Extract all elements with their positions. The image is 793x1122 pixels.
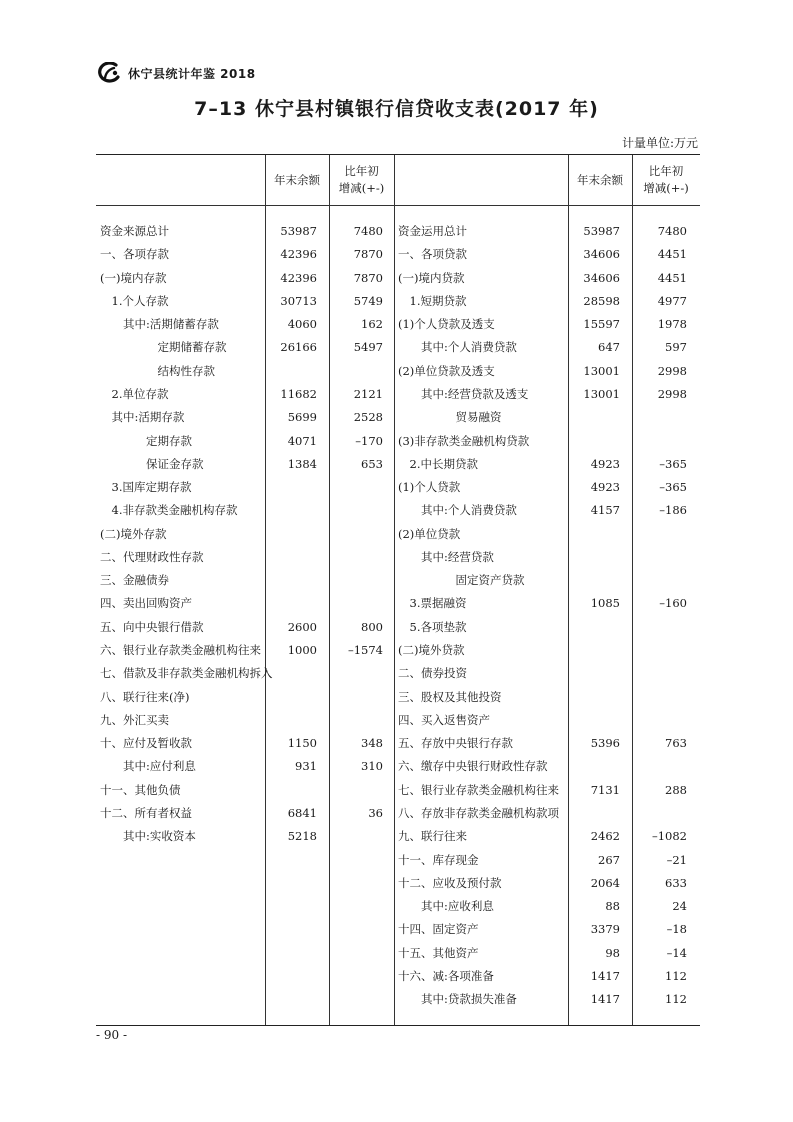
right-item-label: 十五、其他资产 [398, 945, 479, 960]
right-item-label: 其中:应收利息 [421, 899, 494, 914]
right-change-value: –186 [659, 503, 687, 518]
table-row [96, 476, 700, 499]
table-row [96, 965, 700, 988]
right-change-value: –18 [666, 922, 687, 937]
right-year-end-balance: 13001 [583, 386, 620, 401]
right-year-end-balance: 5396 [590, 736, 620, 751]
right-item-label: 九、联行往来 [398, 829, 467, 844]
left-change-value: 7480 [353, 224, 383, 238]
left-item-label: 五、向中央银行借款 [100, 619, 204, 634]
table-row [96, 639, 700, 662]
right-item-label: 十一、库存现金 [398, 852, 479, 867]
right-change-value: –365 [659, 480, 687, 495]
left-change-value: 2121 [353, 386, 383, 401]
right-change-value: 7480 [657, 224, 687, 238]
table-row [96, 453, 700, 476]
table-row [96, 918, 700, 941]
table-row [96, 592, 700, 615]
right-item-label: 八、存放非存款类金融机构款项 [398, 806, 559, 820]
right-year-end-balance: 647 [598, 340, 620, 355]
right-item-label: 其中:经营贷款 [421, 549, 494, 564]
left-change-value: 653 [361, 456, 383, 471]
left-item-label: (二)境外存款 [100, 526, 167, 541]
right-year-end-balance: 7131 [590, 782, 620, 797]
right-year-end-balance: 34606 [583, 270, 620, 285]
right-item-label: (2)单位贷款 [398, 526, 461, 541]
left-year-end-balance: 26166 [280, 340, 317, 355]
left-change-value: 5749 [353, 293, 383, 308]
table-row [96, 360, 700, 383]
right-item-label: 三、股权及其他投资 [398, 689, 502, 704]
left-year-end-balance: 42396 [280, 270, 317, 285]
left-item-label: 七、借款及非存款类金融机构拆入 [100, 666, 273, 681]
left-item-label: 其中:实收资本 [123, 829, 196, 844]
left-year-end-balance: 30713 [280, 293, 317, 308]
left-change-value: –170 [355, 433, 383, 448]
left-item-label: 四、卖出回购资产 [100, 596, 192, 611]
left-change-value: 162 [361, 317, 383, 332]
right-year-end-balance: 3379 [590, 922, 620, 937]
right-change-value: 763 [665, 736, 687, 751]
right-change-value: 4451 [657, 247, 687, 262]
left-item-label: 其中:应付利息 [123, 759, 196, 774]
left-item-label: (一)境内存款 [100, 270, 167, 285]
table-row [96, 523, 700, 546]
right-item-label: 十四、固定资产 [398, 922, 479, 937]
right-change-value: 2998 [657, 363, 687, 378]
table-row [96, 942, 700, 965]
left-item-label: 一、各项存款 [100, 247, 169, 262]
right-year-end-balance: 4157 [590, 503, 620, 518]
left-year-end-balance: 4071 [287, 433, 317, 448]
right-change-value: 633 [665, 875, 687, 890]
table-row [96, 732, 700, 755]
right-year-end-balance: 4923 [590, 480, 620, 495]
right-item-label: 四、买入返售资产 [398, 712, 490, 727]
left-item-label: 十、应付及暂收款 [100, 736, 192, 751]
left-change-value: 348 [361, 736, 383, 751]
left-item-label: 三、金融债券 [100, 573, 169, 588]
left-change-value: 7870 [353, 247, 383, 262]
right-year-end-balance: 15597 [583, 317, 620, 332]
left-year-end-balance: 6841 [287, 806, 317, 820]
right-item-label: 其中:个人消费贷款 [421, 340, 517, 355]
left-item-label: 4.非存款类金融机构存款 [111, 503, 238, 518]
left-item-label: 3.国库定期存款 [111, 480, 192, 495]
table-row [96, 686, 700, 709]
right-item-label: 3.票据融资 [409, 596, 467, 611]
table-row [96, 802, 700, 825]
left-item-label: 定期储蓄存款 [157, 340, 227, 355]
table-row [96, 825, 700, 848]
header-right-change-line1: 比年初 [648, 164, 684, 178]
left-item-label: 资金来源总计 [100, 224, 169, 238]
left-change-value: –1574 [347, 643, 383, 658]
header-right-change [632, 155, 700, 205]
right-year-end-balance: 88 [605, 899, 620, 914]
right-item-label: 资金运用总计 [398, 224, 467, 238]
page-title: 7–13 休宁县村镇银行信贷收支表(2017 年) [194, 98, 599, 120]
left-item-label: 其中:活期储蓄存款 [123, 317, 219, 332]
table-row [96, 290, 700, 313]
credit-table [96, 154, 700, 1026]
right-item-label: 七、银行业存款类金融机构往来 [398, 782, 559, 797]
right-item-label: 二、债券投资 [398, 666, 467, 681]
left-year-end-balance: 5218 [287, 829, 317, 844]
right-change-value: 2998 [657, 386, 687, 401]
right-item-label: 固定资产贷款 [455, 573, 525, 588]
left-year-end-balance: 931 [295, 759, 317, 774]
right-change-value: 1978 [657, 317, 687, 332]
right-item-label: (1)个人贷款及透支 [398, 317, 495, 332]
unit-label: 计量单位:万元 [621, 136, 698, 150]
table-row [96, 779, 700, 802]
right-item-label: 其中:贷款损失准备 [421, 992, 517, 1007]
table-row [96, 849, 700, 872]
left-item-label: 十二、所有者权益 [100, 806, 192, 820]
right-item-label: 2.中长期贷款 [409, 456, 478, 471]
left-item-label: 其中:活期存款 [111, 410, 185, 425]
left-change-value: 5497 [353, 340, 383, 355]
right-change-value: 112 [665, 992, 687, 1007]
left-year-end-balance: 4060 [287, 317, 317, 332]
table-row [96, 220, 700, 243]
table-row [96, 895, 700, 918]
left-item-label: 结构性存款 [157, 363, 215, 378]
left-year-end-balance: 2600 [287, 619, 317, 634]
right-item-label: 六、缴存中央银行财政性存款 [398, 759, 548, 774]
right-change-value: –1082 [651, 829, 687, 844]
right-year-end-balance: 98 [605, 945, 620, 960]
header-right-balance: 年末余额 [577, 172, 623, 187]
right-change-value: 24 [672, 899, 687, 914]
right-year-end-balance: 1417 [590, 968, 620, 983]
right-year-end-balance: 34606 [583, 247, 620, 262]
book-title: 休宁县统计年鉴 2018 [128, 66, 256, 81]
table-row [96, 662, 700, 685]
left-item-label: 九、外汇买卖 [100, 712, 169, 727]
right-item-label: (二)境外贷款 [398, 643, 465, 658]
right-year-end-balance: 28598 [583, 293, 620, 308]
header-left-change [329, 155, 394, 205]
table-row [96, 243, 700, 266]
right-item-label: (3)非存款类金融机构贷款 [398, 433, 530, 448]
table-row [96, 313, 700, 336]
right-change-value: 4451 [657, 270, 687, 285]
right-item-label: (2)单位贷款及透支 [398, 363, 495, 378]
page-number: - 90 - [96, 1028, 128, 1042]
left-year-end-balance: 53987 [280, 224, 317, 238]
right-item-label: 五、存放中央银行存款 [398, 736, 513, 751]
left-change-value: 36 [368, 806, 383, 820]
right-item-label: (一)境内贷款 [398, 270, 465, 285]
right-year-end-balance: 53987 [583, 224, 620, 238]
right-change-value: –160 [659, 596, 687, 611]
left-change-value: 310 [361, 759, 383, 774]
right-item-label: 十二、应收及预付款 [398, 875, 502, 890]
left-item-label: 十一、其他负债 [100, 782, 181, 797]
right-year-end-balance: 1417 [590, 992, 620, 1007]
right-item-label: 5.各项垫款 [409, 619, 467, 634]
right-change-value: 112 [665, 968, 687, 983]
right-change-value: 288 [665, 782, 687, 797]
table-row [96, 383, 700, 406]
left-item-label: 六、银行业存款类金融机构往来 [100, 643, 261, 658]
table-row [96, 872, 700, 895]
left-year-end-balance: 11682 [280, 386, 317, 401]
header-right-change-line2: 增减(+-) [643, 181, 689, 195]
right-item-label: 贸易融资 [455, 410, 502, 425]
header-divider [96, 205, 700, 206]
table-row [96, 430, 700, 453]
right-change-value: –365 [659, 456, 687, 471]
table-row [96, 336, 700, 359]
left-item-label: 2.单位存款 [111, 386, 169, 401]
right-year-end-balance: 2064 [590, 875, 620, 890]
left-item-label: 保证金存款 [146, 456, 204, 471]
table-row [96, 988, 700, 1011]
right-year-end-balance: 2462 [590, 829, 620, 844]
right-year-end-balance: 267 [598, 852, 620, 867]
right-item-label: 其中:个人消费贷款 [421, 503, 517, 518]
right-year-end-balance: 1085 [590, 596, 620, 611]
table-row [96, 499, 700, 522]
table-row [96, 406, 700, 429]
right-item-label: 一、各项贷款 [398, 247, 467, 262]
table-row [96, 267, 700, 290]
left-item-label: 1.个人存款 [111, 293, 169, 308]
right-change-value: 4977 [657, 293, 687, 308]
table-row [96, 546, 700, 569]
left-year-end-balance: 42396 [280, 247, 317, 262]
right-year-end-balance: 4923 [590, 456, 620, 471]
left-change-value: 800 [361, 619, 383, 634]
left-year-end-balance: 1384 [287, 456, 317, 471]
header-left-change-line2: 增减(+-) [338, 181, 385, 195]
table-row [96, 569, 700, 592]
right-change-value: 597 [665, 340, 687, 355]
header-left-change-line1: 比年初 [344, 164, 379, 178]
left-item-label: 八、联行往来(净) [100, 689, 190, 704]
table-row [96, 616, 700, 639]
left-year-end-balance: 1000 [287, 643, 317, 658]
left-year-end-balance: 1150 [287, 736, 317, 751]
table-row [96, 709, 700, 732]
left-change-value: 7870 [353, 270, 383, 285]
right-item-label: 其中:经营贷款及透支 [421, 386, 529, 401]
left-item-label: 定期存款 [146, 433, 192, 448]
right-change-value: –21 [666, 852, 687, 867]
header-left-balance: 年末余额 [274, 172, 320, 187]
right-year-end-balance: 13001 [583, 363, 620, 378]
right-item-label: (1)个人贷款 [398, 480, 461, 495]
right-change-value: –14 [666, 945, 687, 960]
left-year-end-balance: 5699 [287, 410, 317, 425]
table-row [96, 755, 700, 778]
right-item-label: 1.短期贷款 [409, 293, 467, 308]
page-header [96, 62, 256, 84]
yearbook-logo-icon [96, 62, 122, 84]
left-item-label: 二、代理财政性存款 [100, 549, 204, 564]
right-item-label: 十六、减:各项准备 [398, 968, 494, 983]
left-change-value: 2528 [353, 410, 383, 425]
